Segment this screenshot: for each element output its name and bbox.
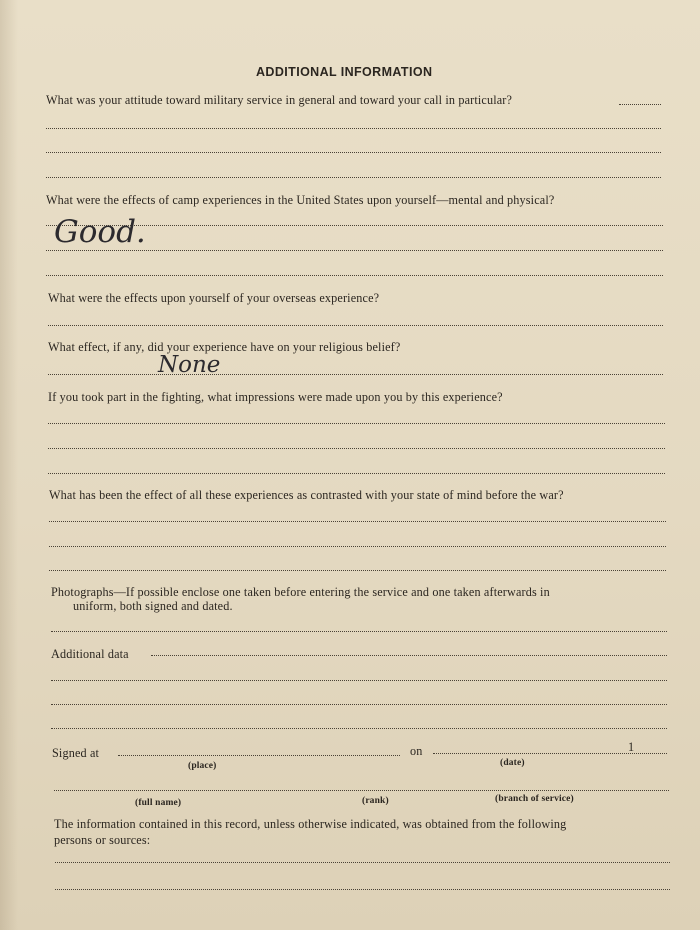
answer-line[interactable] [51, 704, 667, 705]
question-camp-effects: What were the effects of camp experiences in the United States upon yourself—mental and physical? [46, 193, 555, 207]
answer-line[interactable] [55, 862, 670, 863]
answer-line[interactable] [46, 275, 663, 276]
answer-line[interactable] [48, 423, 665, 424]
year-prefix: 1 [628, 740, 635, 754]
rank-caption: (rank) [362, 796, 389, 806]
sources-statement-cont: persons or sources: [54, 833, 151, 847]
answer-line[interactable] [48, 374, 663, 375]
answer-line[interactable] [49, 546, 666, 547]
answer-line[interactable] [619, 104, 661, 105]
page-edge-shadow [0, 0, 18, 930]
form-heading: ADDITIONAL INFORMATION [256, 65, 433, 79]
question-religious: What effect, if any, did your experience have on your religious belief? [48, 340, 401, 354]
photographs-instruction: Photographs—If possible enclose one taken before entering the service and one taken afterwards in [51, 585, 550, 599]
name-rank-branch-field[interactable] [54, 790, 669, 791]
additional-data-line[interactable] [151, 655, 667, 656]
question-fighting: If you took part in the fighting, what impressions were made upon you by this experience? [48, 390, 503, 404]
handwritten-answer-camp: Good. [54, 214, 146, 250]
branch-caption: (branch of service) [495, 794, 574, 804]
date-caption: (date) [500, 758, 525, 768]
answer-line[interactable] [51, 728, 667, 729]
question-attitude: What was your attitude toward military service in general and toward your call in particular? [46, 93, 513, 107]
answer-line[interactable] [49, 570, 666, 571]
answer-line[interactable] [51, 631, 667, 632]
answer-line[interactable] [51, 680, 667, 681]
photographs-instruction-cont: uniform, both signed and dated. [73, 599, 233, 613]
answer-line[interactable] [49, 521, 666, 522]
place-field[interactable] [118, 755, 400, 756]
question-contrast: What has been the effect of all these experiences as contrasted with your state of mind before the war? [49, 488, 564, 502]
sources-statement: The information contained in this record, unless otherwise indicated, was obtained from the following [54, 817, 567, 831]
place-caption: (place) [188, 761, 217, 771]
answer-line[interactable] [46, 128, 661, 129]
handwritten-answer-religious: None [158, 352, 221, 378]
answer-line[interactable] [48, 448, 665, 449]
additional-data-label: Additional data [51, 647, 129, 661]
answer-line[interactable] [46, 177, 661, 178]
question-overseas: What were the effects upon yourself of your overseas experience? [48, 291, 380, 305]
answer-line[interactable] [48, 473, 665, 474]
answer-line[interactable] [55, 889, 670, 890]
signed-at-label: Signed at [52, 746, 100, 760]
answer-line[interactable] [46, 250, 663, 251]
answer-line[interactable] [48, 325, 663, 326]
full-name-caption: (full name) [135, 798, 182, 808]
on-label: on [410, 744, 423, 758]
answer-line[interactable] [46, 152, 661, 153]
